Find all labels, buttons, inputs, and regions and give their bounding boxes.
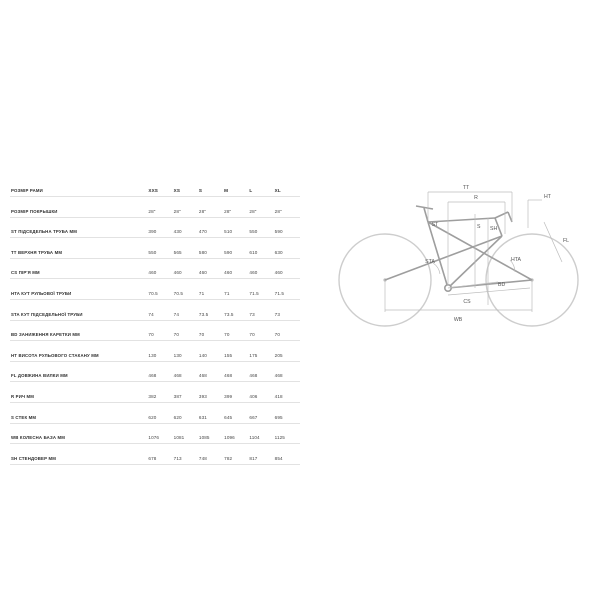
row-value: 74: [148, 300, 173, 321]
table-row: [10, 300, 300, 321]
row-value: 565: [174, 238, 199, 259]
row-value: 74: [174, 300, 199, 321]
label-s: S: [477, 224, 481, 230]
row-label: HTA КУТ РУЛЬОВОЇ ТРУБИ: [10, 279, 148, 300]
row-label: SH СТЕНДОВЕР ММ: [10, 444, 148, 465]
row-value: 468: [148, 361, 173, 382]
row-value: 70.5: [148, 279, 173, 300]
header-size-m: M: [224, 176, 249, 197]
header-size-xl: XL: [275, 176, 300, 197]
row-value: 460: [275, 258, 300, 279]
row-value: 468: [174, 361, 199, 382]
header-frame-size: РОЗМІР РАМИ: [10, 176, 148, 197]
row-value: 406: [249, 382, 274, 403]
row-value: 782: [224, 444, 249, 465]
row-value: 70: [174, 320, 199, 341]
row-value: 645: [224, 403, 249, 424]
label-r: R: [474, 195, 478, 201]
row-value: 418: [275, 382, 300, 403]
row-value: 1076: [148, 423, 173, 444]
row-value: 155: [224, 341, 249, 362]
row-value: 73.5: [224, 300, 249, 321]
row-value: 468: [249, 361, 274, 382]
row-value: 460: [249, 258, 274, 279]
table-row: [10, 258, 300, 279]
row-value: 70: [199, 320, 224, 341]
dimension-lines: [385, 192, 562, 312]
label-sta: STA: [425, 259, 435, 265]
row-label: FL ДОВЖИНА ВИЛКИ ММ: [10, 361, 148, 382]
row-value: 630: [275, 238, 300, 259]
row-value: 28": [148, 197, 173, 218]
row-value: 854: [275, 444, 300, 465]
table-row: [10, 423, 300, 444]
table-row: [10, 382, 300, 403]
table-row: [10, 279, 300, 300]
row-value: 70: [275, 320, 300, 341]
row-value: 73.5: [199, 300, 224, 321]
row-value: 71: [224, 279, 249, 300]
row-label: ST ПІДСЕДЕЛЬНА ТРУБА ММ: [10, 217, 148, 238]
row-value: 695: [275, 403, 300, 424]
table-row: [10, 217, 300, 238]
row-value: 70: [148, 320, 173, 341]
table-header: [10, 176, 300, 197]
row-value: 460: [174, 258, 199, 279]
row-value: 71.5: [249, 279, 274, 300]
row-value: 71.5: [275, 279, 300, 300]
row-value: 70: [224, 320, 249, 341]
row-value: 70: [249, 320, 274, 341]
row-value: 667: [249, 403, 274, 424]
header-size-l: L: [249, 176, 274, 197]
row-value: 205: [275, 341, 300, 362]
row-value: 1125: [275, 423, 300, 444]
row-value: 510: [224, 217, 249, 238]
dimension-labels: [425, 185, 569, 323]
bike-geometry-diagram: [330, 170, 592, 330]
header-size-xxs: XXS: [148, 176, 173, 197]
row-value: 580: [199, 238, 224, 259]
row-value: 399: [224, 382, 249, 403]
label-ht: HT: [544, 194, 551, 200]
row-value: 28": [275, 197, 300, 218]
row-label: STA КУТ ПІДСЕДЕЛЬНОЇ ТРУБИ: [10, 300, 148, 321]
table-row: [10, 361, 300, 382]
row-value: 620: [148, 403, 173, 424]
row-value: 140: [199, 341, 224, 362]
table-body: [10, 197, 300, 465]
label-cs: CS: [463, 299, 471, 305]
row-value: 73: [249, 300, 274, 321]
row-value: 130: [174, 341, 199, 362]
row-label: CS ПІР'Я ММ: [10, 258, 148, 279]
geometry-table: [10, 176, 300, 465]
table-row: [10, 197, 300, 218]
row-value: 71: [199, 279, 224, 300]
row-label: BD ЗАНИЖЕННЯ КАРЕТКИ ММ: [10, 320, 148, 341]
row-value: 1104: [249, 423, 274, 444]
row-value: 550: [148, 238, 173, 259]
label-hta: HTA: [511, 257, 521, 263]
row-value: 470: [199, 217, 224, 238]
label-bd: BD: [498, 282, 506, 288]
table-row: [10, 444, 300, 465]
label-fl: FL: [563, 238, 570, 244]
row-value: 130: [148, 341, 173, 362]
table-row: [10, 238, 300, 259]
label-st: ST: [431, 222, 439, 228]
row-value: 713: [174, 444, 199, 465]
row-value: 28": [224, 197, 249, 218]
label-tt: TT: [462, 185, 470, 191]
table-row: [10, 320, 300, 341]
row-value: 175: [249, 341, 274, 362]
row-label: R РИЧ ММ: [10, 382, 148, 403]
row-label: TT ВЕРХНЯ ТРУБА ММ: [10, 238, 148, 259]
row-value: 28": [174, 197, 199, 218]
table-row: [10, 341, 300, 362]
row-value: 590: [224, 238, 249, 259]
table-row: [10, 403, 300, 424]
row-value: 460: [148, 258, 173, 279]
row-value: 1096: [224, 423, 249, 444]
row-value: 393: [199, 382, 224, 403]
row-value: 390: [148, 217, 173, 238]
row-label: WB КОЛЕСНА БАЗА ММ: [10, 423, 148, 444]
row-value: 468: [275, 361, 300, 382]
wheels: [339, 234, 578, 326]
header-size-s: S: [199, 176, 224, 197]
row-value: 631: [199, 403, 224, 424]
frame-outline: [385, 206, 532, 291]
row-value: 748: [199, 444, 224, 465]
row-value: 73: [275, 300, 300, 321]
row-value: 468: [199, 361, 224, 382]
row-value: 1081: [174, 423, 199, 444]
table-header-row: [10, 176, 300, 197]
row-value: 28": [249, 197, 274, 218]
row-value: 468: [224, 361, 249, 382]
row-value: 70.5: [174, 279, 199, 300]
row-label: S СТЕК ММ: [10, 403, 148, 424]
row-value: 460: [199, 258, 224, 279]
row-value: 678: [148, 444, 173, 465]
label-wb: WB: [453, 317, 463, 323]
header-size-xs: XS: [174, 176, 199, 197]
row-value: 28": [199, 197, 224, 218]
row-value: 387: [174, 382, 199, 403]
row-value: 382: [148, 382, 173, 403]
label-sh: SH: [490, 226, 498, 232]
row-value: 610: [249, 238, 274, 259]
row-value: 1085: [199, 423, 224, 444]
row-label: РОЗМІР ПОКРЫШКИ: [10, 197, 148, 218]
row-label: HT ВИСОТА РУЛЬОВОГО СТАКАНУ ММ: [10, 341, 148, 362]
row-value: 590: [275, 217, 300, 238]
row-value: 430: [174, 217, 199, 238]
row-value: 620: [174, 403, 199, 424]
row-value: 817: [249, 444, 274, 465]
row-value: 550: [249, 217, 274, 238]
row-value: 460: [224, 258, 249, 279]
